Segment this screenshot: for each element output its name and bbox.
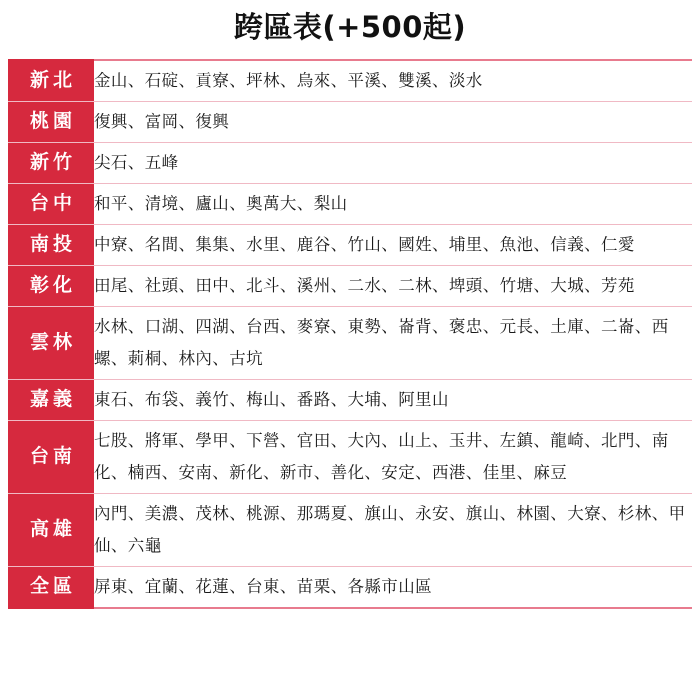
region-areas: 東石、布袋、義竹、梅山、番路、大埔、阿里山	[94, 379, 692, 420]
page-title: 跨區表(+500起)	[233, 10, 467, 44]
cross-region-table	[8, 59, 692, 609]
region-areas: 屏東、宜蘭、花蓮、台東、苗栗、各縣市山區	[94, 566, 692, 608]
table-body	[8, 60, 692, 608]
region-areas: 水林、口湖、四湖、台西、麥寮、東勢、崙背、褒忠、元長、土庫、二崙、西螺、莿桐、林內、古坑	[94, 306, 692, 379]
region-areas: 復興、富岡、復興	[94, 101, 692, 142]
table-row	[8, 265, 692, 306]
table-row	[8, 566, 692, 608]
region-areas: 七股、將軍、學甲、下營、官田、大內、山上、玉井、左鎮、龍崎、北門、南化、楠西、安南、新化、新市、善化、安定、西港、佳里、麻豆	[94, 420, 692, 493]
region-table-wrapper	[0, 59, 700, 609]
table-row	[8, 493, 692, 566]
table-row	[8, 60, 692, 102]
region-label: 高雄	[8, 493, 94, 566]
region-label: 全區	[8, 566, 94, 608]
region-label: 雲林	[8, 306, 94, 379]
region-areas: 田尾、社頭、田中、北斗、溪州、二水、二林、埤頭、竹塘、大城、芳苑	[94, 265, 692, 306]
region-label: 新北	[8, 60, 94, 102]
region-label: 彰化	[8, 265, 94, 306]
table-row	[8, 142, 692, 183]
region-areas: 金山、石碇、貢寮、坪林、烏來、平溪、雙溪、淡水	[94, 60, 692, 102]
region-areas: 內門、美濃、茂林、桃源、那瑪夏、旗山、永安、旗山、林園、大寮、杉林、甲仙、六龜	[94, 493, 692, 566]
table-row	[8, 183, 692, 224]
table-row	[8, 420, 692, 493]
table-row	[8, 306, 692, 379]
region-label: 新竹	[8, 142, 94, 183]
region-areas: 中寮、名間、集集、水里、鹿谷、竹山、國姓、埔里、魚池、信義、仁愛	[94, 224, 692, 265]
table-row	[8, 224, 692, 265]
region-areas: 和平、清境、廬山、奧萬大、梨山	[94, 183, 692, 224]
region-label: 台中	[8, 183, 94, 224]
region-label: 南投	[8, 224, 94, 265]
region-label: 台南	[8, 420, 94, 493]
table-row	[8, 101, 692, 142]
region-areas: 尖石、五峰	[94, 142, 692, 183]
table-row	[8, 379, 692, 420]
region-label: 桃園	[8, 101, 94, 142]
region-label: 嘉義	[8, 379, 94, 420]
